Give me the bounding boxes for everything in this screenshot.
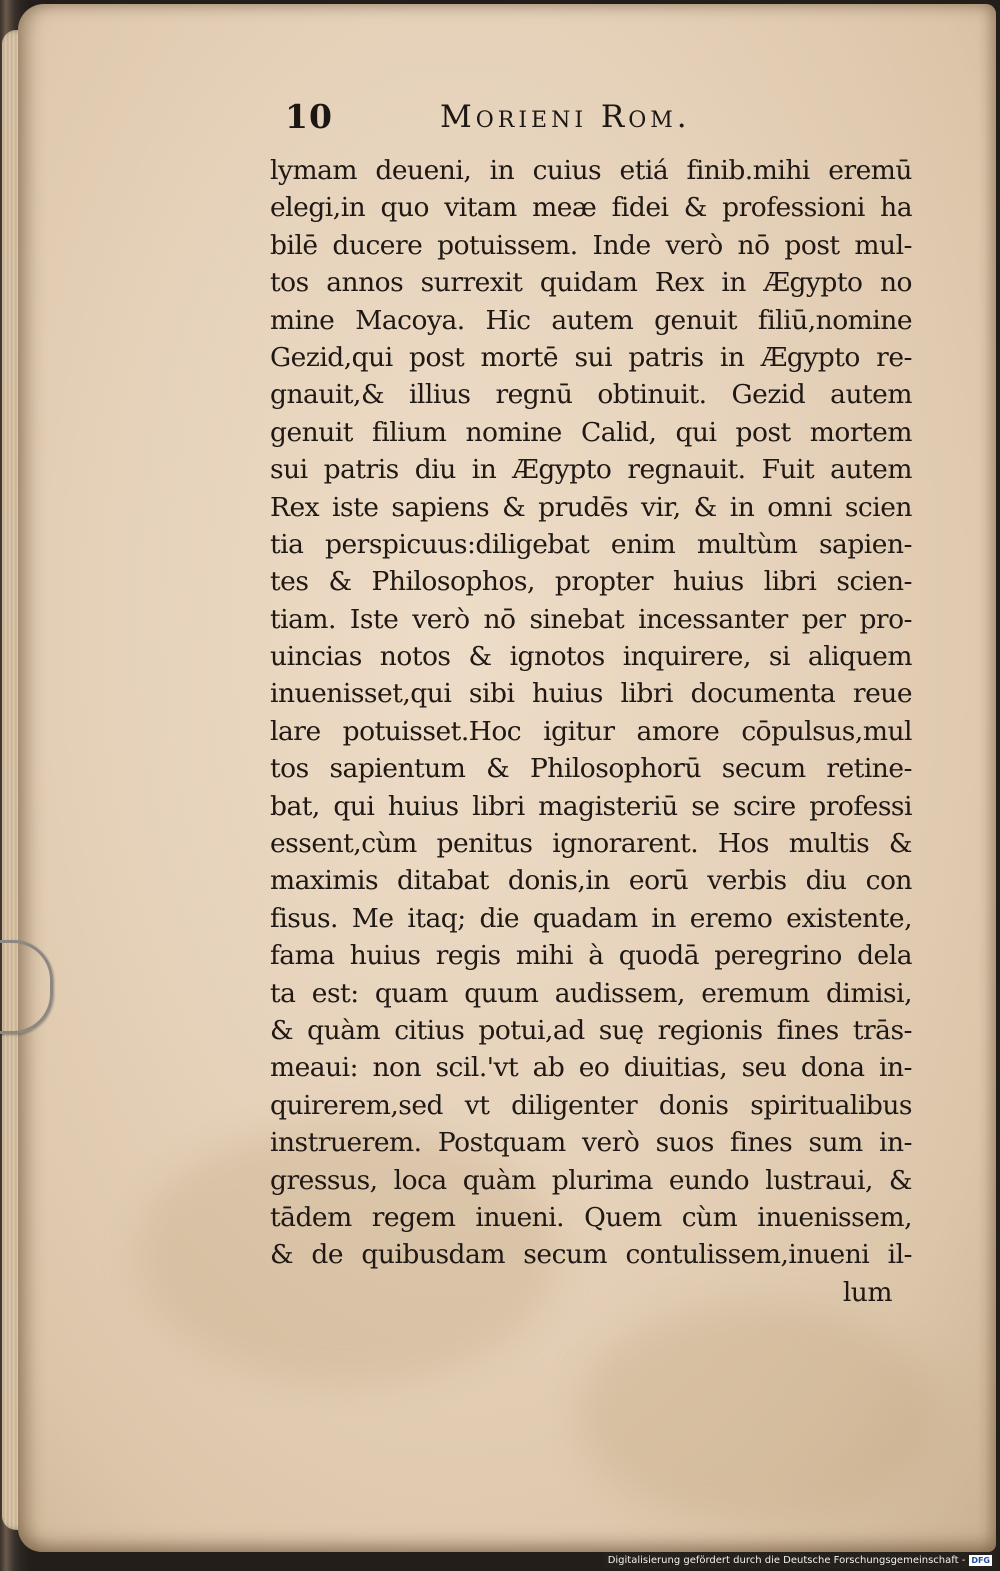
credit-text: Digitalisierung gefördert durch die Deutsche Forschungsgemeinschaft - <box>607 1554 966 1566</box>
text-line: uincias notos & ignotos inquirere, si aliquem <box>270 641 912 673</box>
text-line: tos annos surrexit quidam Rex in Ægypto no <box>270 267 912 299</box>
text-line: lum <box>842 1276 892 1308</box>
text-line: tes & Philosophos, propter huius libri scien- <box>270 566 912 598</box>
text-line: Gezid,qui post mortē sui patris in Ægypto re- <box>270 341 912 373</box>
text-line: tia perspicuus:diligebat enim multùm sapien- <box>270 528 912 560</box>
text-line: & quàm citius potui,ad suę regionis fines trās- <box>270 1014 912 1046</box>
text-line: gressus, loca quàm plurima eundo lustraui, & <box>270 1164 912 1196</box>
text-line: gnauit,& illius regnū obtinuit. Gezid autem <box>270 379 912 411</box>
dfg-logo: DFG <box>971 1555 990 1565</box>
page-number: 10 <box>285 97 333 136</box>
digitization-credit <box>604 1552 996 1568</box>
text-line: & de quibusdam secum contulissem,inueni il- <box>270 1239 912 1271</box>
text-line: sui patris diu in Ægypto regnauit. Fuit autem <box>270 454 912 486</box>
text-line: lare potuisset.Hoc igitur amore cōpulsus,mul <box>270 715 912 747</box>
text-line: tos sapientum & Philosophorū secum retine- <box>270 753 912 785</box>
body-text <box>270 152 912 1311</box>
text-line: quirerem,sed vt diligenter donis spiritualibus <box>270 1089 912 1121</box>
text-line: instruerem. Postquam verò suos fines sum in- <box>270 1127 912 1159</box>
text-line: fisus. Me itaq; die quadam in eremo existente, <box>270 902 912 934</box>
page-header <box>285 97 785 147</box>
running-title: Morieni Rom. <box>440 99 691 135</box>
text-line: essent,cùm penitus ignorarent. Hos multis & <box>270 828 912 860</box>
text-line: Rex iste sapiens & prudēs vir, & in omni scien <box>270 491 912 523</box>
text-line: maximis ditabat donis,in eorū verbis diu con <box>270 865 912 897</box>
text-line: inuenisset,qui sibi huius libri documenta reue <box>270 678 912 710</box>
text-line: meaui: non scil.'vt ab eo diuitias, seu dona in- <box>270 1052 912 1084</box>
text-line: ta est: quam quum audissem, eremum dimisi, <box>270 977 912 1009</box>
text-line: tādem regem inueni. Quem cùm inuenissem, <box>270 1201 912 1233</box>
text-line: mine Macoya. Hic autem genuit filiū,nomine <box>270 304 912 336</box>
text-line: elegi,in quo vitam meæ fidei & professioni ha <box>270 192 912 224</box>
text-line: bilē ducere potuissem. Inde verò nō post mul- <box>270 229 912 261</box>
text-line: lymam deueni, in cuius etiá finib.mihi eremū <box>270 155 912 186</box>
text-line: genuit filium nomine Calid, qui post mortem <box>270 416 912 448</box>
paper-stain <box>578 1304 938 1524</box>
text-line: tiam. Iste verò nō sinebat incessanter per pro- <box>270 603 912 635</box>
text-line: fama huius regis mihi à quodā peregrino dela <box>270 940 912 972</box>
text-line: bat, qui huius libri magisteriū se scire professi <box>270 790 912 822</box>
